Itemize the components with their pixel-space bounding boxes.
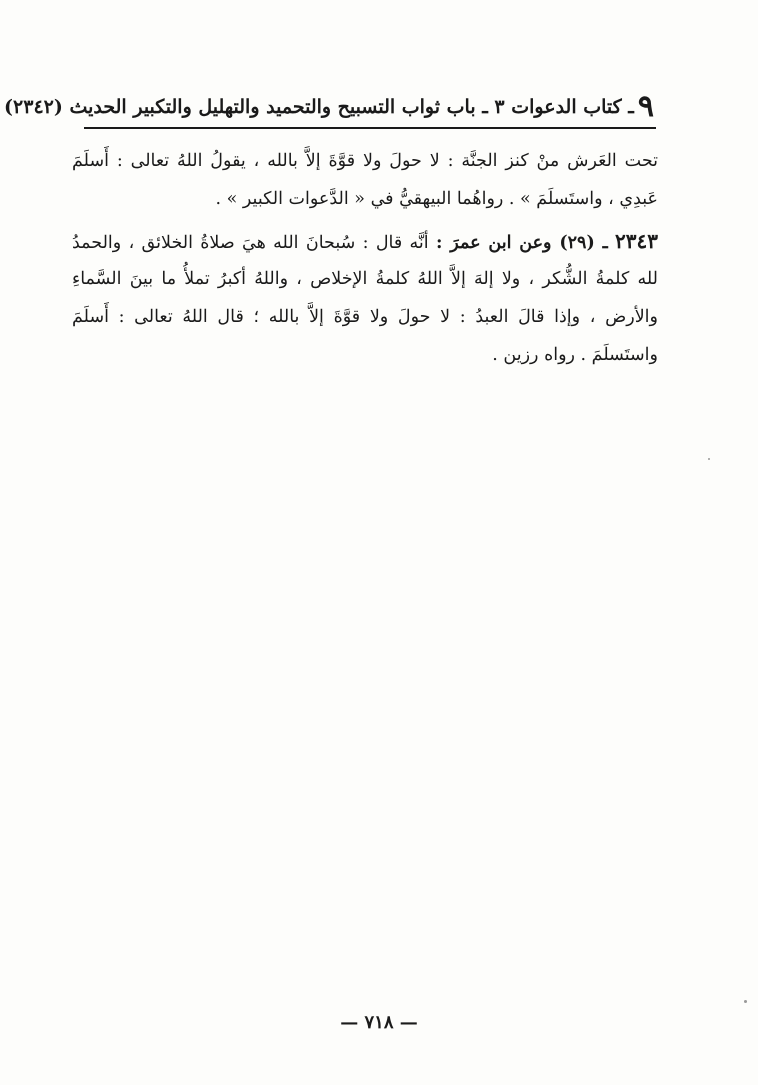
running-header <box>4 78 654 124</box>
page-number: — ٧١٨ — <box>340 1012 418 1033</box>
text-line: واستَسلَمَ . رواه رزين . <box>492 345 658 365</box>
text-line: تحت العَرش منْ كنز الجنَّة : لا حولَ ولا قوَّةَ إلاَّ بالله ، يقولُ اللهُ تعالى : أَسلَمَ <box>72 151 658 171</box>
scan-speck <box>744 1000 747 1003</box>
text-line: والأرض ، وإذا قالَ العبدُ : لا حولَ ولا قوَّةَ إلاَّ بالله ؛ قال اللهُ تعالى : أَسلَمَ <box>72 307 658 327</box>
body-text <box>72 142 658 374</box>
chapter-number: ٩ <box>637 89 654 124</box>
hadith-number: ٢٣٤٣ <box>615 229 658 253</box>
hadith-text: أنَّه قال : سُبحانَ الله هيَ صلاةُ الخلائق ، والحمدُ <box>72 233 429 253</box>
text-line: لله كلمةُ الشُّكر ، ولا إلهَ إلاَّ اللهُ كلمةُ الإخلاص ، واللهُ أكبرُ تملأُ ما بينَ السَّماءِ <box>72 269 658 289</box>
header-title: ـ كتاب الدعوات ٣ ـ باب ثواب التسبيح والتحميد والتهليل والتكبير الحديث (٢٣٤٢) <box>4 96 634 118</box>
text-line: عَبدِي ، واستَسلَمَ » . رواهُما البيهقيُّ في « الدَّعوات الكبير » . <box>215 189 658 209</box>
header-rule <box>84 127 656 129</box>
hadith-first-line <box>72 222 658 260</box>
scan-speck <box>708 458 710 460</box>
hadith-reference: ـ (٢٩) وعن ابن عمرَ : <box>436 233 608 253</box>
